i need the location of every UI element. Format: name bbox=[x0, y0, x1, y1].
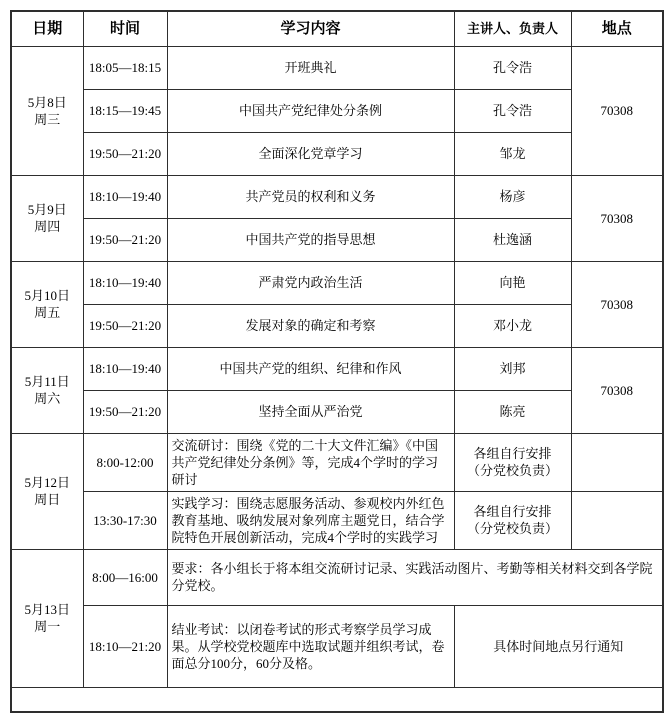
weekday-text: 周五 bbox=[34, 305, 61, 320]
time-cell: 19:50—21:20 bbox=[83, 218, 167, 261]
time-cell: 8:00—16:00 bbox=[83, 549, 167, 605]
date-text: 5月12日 bbox=[24, 475, 70, 490]
time-cell: 18:10—19:40 bbox=[83, 175, 167, 218]
header-cell-date: 日期 bbox=[11, 11, 83, 46]
content-cell: 全面深化党章学习 bbox=[167, 132, 454, 175]
speaker-cell: 孔令浩 bbox=[454, 46, 571, 89]
speaker-cell: 杨彦 bbox=[454, 175, 571, 218]
date-cell bbox=[11, 549, 83, 687]
table-row bbox=[11, 347, 663, 390]
schedule-page bbox=[10, 10, 664, 713]
content-cell: 共产党员的权利和义务 bbox=[167, 175, 454, 218]
table-row bbox=[11, 261, 663, 304]
content-cell: 中国共产党的指导思想 bbox=[167, 218, 454, 261]
date-text: 5月11日 bbox=[24, 374, 70, 389]
table-row bbox=[11, 549, 663, 605]
header-cell-location: 地点 bbox=[571, 11, 663, 46]
schedule-table bbox=[10, 10, 664, 713]
time-cell: 18:05—18:15 bbox=[83, 46, 167, 89]
speaker-cell: 刘邦 bbox=[454, 347, 571, 390]
time-cell: 18:10—19:40 bbox=[83, 261, 167, 304]
date-text: 5月13日 bbox=[24, 602, 70, 617]
weekday-text: 周一 bbox=[34, 619, 61, 634]
location-cell: 70308 bbox=[571, 46, 663, 175]
header-row bbox=[11, 11, 663, 46]
weekday-text: 周六 bbox=[34, 391, 61, 406]
content-cell: 严肃党内政治生活 bbox=[167, 261, 454, 304]
speaker-cell: 邓小龙 bbox=[454, 304, 571, 347]
speaker-cell: 陈亮 bbox=[454, 390, 571, 433]
content-cell: 开班典礼 bbox=[167, 46, 454, 89]
time-cell: 13:30-17:30 bbox=[83, 491, 167, 549]
location-cell: 70308 bbox=[571, 175, 663, 261]
content-cell: 坚持全面从严治党 bbox=[167, 390, 454, 433]
table-row bbox=[11, 390, 663, 433]
content-cell: 结业考试：以闭卷考试的形式考察学员学习成果。从学校党校题库中选取试题并组织考试，卷面总分100分，60分及格。 bbox=[167, 605, 454, 687]
content-cell: 中国共产党纪律处分条例 bbox=[167, 89, 454, 132]
table-row bbox=[11, 175, 663, 218]
date-cell bbox=[11, 347, 83, 433]
header-cell-content: 学习内容 bbox=[167, 11, 454, 46]
location-cell: 70308 bbox=[571, 347, 663, 433]
note-cell: 具体时间地点另行通知 bbox=[454, 605, 663, 687]
speaker-cell: 孔令浩 bbox=[454, 89, 571, 132]
speaker-cell: 杜逸涵 bbox=[454, 218, 571, 261]
speaker-text: 各组自行安排 bbox=[473, 446, 552, 461]
table-row-empty bbox=[11, 687, 663, 712]
location-cell-empty bbox=[571, 433, 663, 491]
table-row bbox=[11, 304, 663, 347]
time-cell: 18:10—21:20 bbox=[83, 605, 167, 687]
time-cell: 19:50—21:20 bbox=[83, 304, 167, 347]
time-cell: 18:15—19:45 bbox=[83, 89, 167, 132]
table-row bbox=[11, 132, 663, 175]
time-cell: 19:50—21:20 bbox=[83, 132, 167, 175]
content-cell: 要求：各小组长于将本组交流研讨记录、实践活动图片、考勤等相关材料交到各学院分党校。 bbox=[167, 549, 663, 605]
table-row bbox=[11, 218, 663, 261]
speaker-cell: 邹龙 bbox=[454, 132, 571, 175]
speaker-cell: 向艳 bbox=[454, 261, 571, 304]
speaker-cell bbox=[454, 491, 571, 549]
content-cell: 交流研讨：围绕《党的二十大文件汇编》《中国共产党纪律处分条例》等，完成4个学时的学习研讨 bbox=[167, 433, 454, 491]
content-cell: 发展对象的确定和考察 bbox=[167, 304, 454, 347]
speaker-subtext: （分党校负责） bbox=[466, 521, 558, 536]
time-cell: 18:10—19:40 bbox=[83, 347, 167, 390]
date-text: 5月8日 bbox=[27, 94, 67, 110]
location-cell: 70308 bbox=[571, 261, 663, 347]
location-cell-empty bbox=[571, 491, 663, 549]
content-cell: 中国共产党的组织、纪律和作风 bbox=[167, 347, 454, 390]
speaker-text: 各组自行安排 bbox=[473, 504, 552, 519]
weekday-text: 周四 bbox=[34, 219, 61, 234]
empty-cell bbox=[11, 687, 663, 712]
table-row bbox=[11, 491, 663, 549]
header-cell-time: 时间 bbox=[83, 11, 167, 46]
date-text: 5月9日 bbox=[27, 202, 67, 217]
date-cell bbox=[11, 261, 83, 347]
weekday-text: 周日 bbox=[34, 492, 61, 507]
content-cell: 实践学习：围绕志愿服务活动、参观校内外红色教育基地、吸纳发展对象列席主题党日，结合学院特色开展创新活动，完成4个学时的实践学习 bbox=[167, 491, 454, 549]
date-cell bbox=[11, 433, 83, 549]
time-cell: 8:00-12:00 bbox=[83, 433, 167, 491]
header-cell-speaker: 主讲人、负责人 bbox=[454, 11, 571, 46]
table-row bbox=[11, 433, 663, 491]
date-text: 5月10日 bbox=[24, 288, 70, 303]
speaker-cell bbox=[454, 433, 571, 491]
table-row bbox=[11, 89, 663, 132]
weekday-text: 周三 bbox=[34, 111, 61, 127]
date-cell bbox=[11, 46, 83, 175]
time-cell: 19:50—21:20 bbox=[83, 390, 167, 433]
speaker-subtext: （分党校负责） bbox=[466, 463, 558, 478]
table-row bbox=[11, 46, 663, 89]
date-cell bbox=[11, 175, 83, 261]
